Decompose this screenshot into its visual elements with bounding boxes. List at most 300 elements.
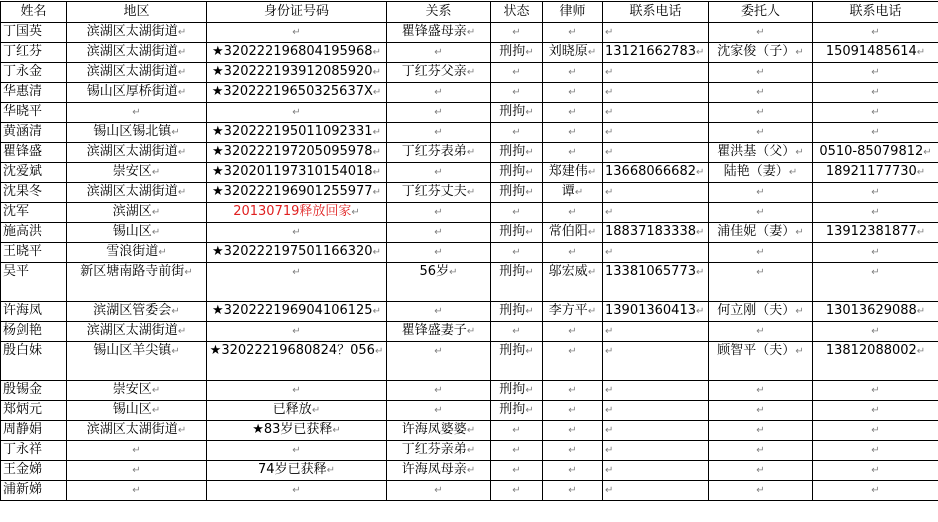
cell-region bbox=[67, 322, 207, 342]
paragraph-mark: ↵ bbox=[568, 67, 576, 78]
paragraph-mark: ↵ bbox=[568, 385, 576, 396]
paragraph-mark: ↵ bbox=[525, 167, 533, 178]
cell-relation bbox=[387, 322, 491, 342]
paragraph-mark: ↵ bbox=[525, 385, 533, 396]
paragraph-mark: ↵ bbox=[588, 267, 596, 278]
cell-lawyer bbox=[543, 481, 603, 501]
cell-client bbox=[709, 83, 813, 103]
cell-text: 刑拘 bbox=[499, 144, 525, 159]
paragraph-mark: ↵ bbox=[588, 167, 596, 178]
paragraph-mark: ↵ bbox=[525, 227, 533, 238]
paragraph-mark: ↵ bbox=[756, 67, 764, 78]
cell-text: 瞿锋盛妻子 bbox=[402, 323, 467, 338]
cell-lawyer bbox=[543, 203, 603, 223]
paragraph-mark: ↵ bbox=[512, 27, 520, 38]
paragraph-mark: ↵ bbox=[568, 247, 576, 258]
cell-id-number bbox=[207, 223, 387, 243]
cell-text: 锡山区羊尖镇 bbox=[93, 343, 171, 358]
cell-lawyer-phone bbox=[603, 243, 709, 263]
table-row bbox=[1, 302, 938, 322]
cell-text: ★320222195011092331 bbox=[212, 124, 373, 139]
cell-text: 锡山区锡北镇 bbox=[93, 124, 171, 139]
paragraph-mark: ↵ bbox=[696, 227, 704, 238]
cell-relation bbox=[387, 243, 491, 263]
cell-name bbox=[1, 243, 67, 263]
cell-id-number bbox=[207, 461, 387, 481]
paragraph-mark: ↵ bbox=[449, 267, 457, 278]
paragraph-mark: ↵ bbox=[871, 127, 879, 138]
paragraph-mark: ↵ bbox=[756, 425, 764, 436]
cell-text: 殷锡金 bbox=[3, 382, 42, 397]
paragraph-mark: ↵ bbox=[568, 27, 576, 38]
paragraph-mark: ↵ bbox=[178, 425, 186, 436]
paragraph-mark: ↵ bbox=[568, 485, 576, 496]
paragraph-mark: ↵ bbox=[795, 346, 803, 357]
cell-text: 13381065773 bbox=[605, 264, 696, 279]
cell-lawyer bbox=[543, 401, 603, 421]
cell-client-phone bbox=[813, 83, 938, 103]
cell-client-phone bbox=[813, 481, 938, 501]
cell-status bbox=[491, 322, 543, 342]
paragraph-mark: ↵ bbox=[312, 405, 320, 416]
paragraph-mark: ↵ bbox=[512, 87, 520, 98]
cell-status bbox=[491, 342, 543, 381]
paragraph-mark: ↵ bbox=[434, 207, 442, 218]
cell-id-number bbox=[207, 203, 387, 223]
cell-client-phone bbox=[813, 223, 938, 243]
cell-lawyer bbox=[543, 342, 603, 381]
cell-text: 丁红芬父亲 bbox=[402, 64, 467, 79]
paragraph-mark: ↵ bbox=[756, 87, 764, 98]
cell-status bbox=[491, 481, 543, 501]
cell-lawyer-phone bbox=[603, 103, 709, 123]
paragraph-mark: ↵ bbox=[525, 306, 533, 317]
paragraph-mark: ↵ bbox=[434, 167, 442, 178]
cell-status bbox=[491, 43, 543, 63]
paragraph-mark: ↵ bbox=[152, 385, 160, 396]
table-row bbox=[1, 123, 938, 143]
header-lawyer-phone: 联系电话 bbox=[603, 2, 709, 23]
paragraph-mark: ↵ bbox=[525, 47, 533, 58]
paragraph-mark: ↵ bbox=[917, 47, 925, 58]
cell-text: 顾智平（夫） bbox=[717, 343, 795, 358]
cell-lawyer-phone bbox=[603, 401, 709, 421]
cell-lawyer-phone bbox=[603, 83, 709, 103]
cell-id-number bbox=[207, 103, 387, 123]
paragraph-mark: ↵ bbox=[605, 147, 613, 158]
paragraph-mark: ↵ bbox=[525, 147, 533, 158]
paragraph-mark: ↵ bbox=[171, 127, 179, 138]
cell-text: 陆艳（妻） bbox=[724, 164, 789, 179]
cell-relation bbox=[387, 441, 491, 461]
paragraph-mark: ↵ bbox=[434, 485, 442, 496]
paragraph-mark: ↵ bbox=[568, 107, 576, 118]
paragraph-mark: ↵ bbox=[152, 405, 160, 416]
paragraph-mark: ↵ bbox=[605, 67, 613, 78]
paragraph-mark: ↵ bbox=[178, 187, 186, 198]
cell-region bbox=[67, 381, 207, 401]
cell-client-phone bbox=[813, 322, 938, 342]
cell-text: 刑拘 bbox=[499, 104, 525, 119]
paragraph-mark: ↵ bbox=[467, 465, 475, 476]
cell-text: ★83岁已获释 bbox=[252, 422, 332, 437]
paragraph-mark: ↵ bbox=[525, 187, 533, 198]
cell-region bbox=[67, 123, 207, 143]
cell-name bbox=[1, 223, 67, 243]
cell-id-number bbox=[207, 401, 387, 421]
cell-text: ★320222193912085920 bbox=[212, 64, 373, 79]
paragraph-mark: ↵ bbox=[467, 445, 475, 456]
paragraph-mark: ↵ bbox=[605, 247, 613, 258]
paragraph-mark: ↵ bbox=[292, 445, 300, 456]
cell-client-phone bbox=[813, 163, 938, 183]
cell-region bbox=[67, 43, 207, 63]
cell-text: 刑拘 bbox=[499, 343, 525, 358]
paragraph-mark: ↵ bbox=[605, 326, 613, 337]
cell-client-phone bbox=[813, 421, 938, 441]
paragraph-mark: ↵ bbox=[756, 445, 764, 456]
cell-text: 浦佳妮（妻） bbox=[717, 224, 795, 239]
paragraph-mark: ↵ bbox=[152, 167, 160, 178]
cell-text: 滨湖区太湖街道 bbox=[87, 323, 178, 338]
cell-text: 沈家俊（子） bbox=[717, 44, 795, 59]
cell-text: 黄涵清 bbox=[3, 124, 42, 139]
cell-text: 郑建伟 bbox=[549, 164, 588, 179]
cell-client-phone bbox=[813, 63, 938, 83]
cell-text: 崇安区 bbox=[113, 164, 152, 179]
paragraph-mark: ↵ bbox=[795, 227, 803, 238]
cell-relation bbox=[387, 43, 491, 63]
cell-lawyer bbox=[543, 183, 603, 203]
cell-text: 浦新娣 bbox=[3, 482, 42, 497]
paragraph-mark: ↵ bbox=[871, 107, 879, 118]
cell-client bbox=[709, 243, 813, 263]
cell-client bbox=[709, 103, 813, 123]
paragraph-mark: ↵ bbox=[132, 485, 140, 496]
cell-text: 刑拘 bbox=[499, 44, 525, 59]
cell-name bbox=[1, 441, 67, 461]
paragraph-mark: ↵ bbox=[292, 385, 300, 396]
paragraph-mark: ↵ bbox=[605, 127, 613, 138]
paragraph-mark: ↵ bbox=[467, 67, 475, 78]
cell-lawyer-phone bbox=[603, 302, 709, 322]
cell-text: 13812088002 bbox=[826, 343, 917, 358]
cell-name bbox=[1, 401, 67, 421]
cell-text: 丁国英 bbox=[3, 24, 42, 39]
cell-id-number bbox=[207, 183, 387, 203]
paragraph-mark: ↵ bbox=[871, 207, 879, 218]
cell-text: 滨湖区太湖街道 bbox=[87, 44, 178, 59]
paragraph-mark: ↵ bbox=[373, 187, 381, 198]
cell-relation bbox=[387, 461, 491, 481]
paragraph-mark: ↵ bbox=[795, 147, 803, 158]
roster-table bbox=[0, 1, 938, 501]
cell-name bbox=[1, 381, 67, 401]
paragraph-mark: ↵ bbox=[871, 405, 879, 416]
cell-text: 周静娟 bbox=[3, 422, 42, 437]
cell-lawyer bbox=[543, 223, 603, 243]
paragraph-mark: ↵ bbox=[568, 147, 576, 158]
cell-relation bbox=[387, 481, 491, 501]
paragraph-mark: ↵ bbox=[184, 267, 192, 278]
cell-lawyer-phone bbox=[603, 263, 709, 302]
cell-client bbox=[709, 183, 813, 203]
paragraph-mark: ↵ bbox=[178, 147, 186, 158]
cell-client-phone bbox=[813, 243, 938, 263]
cell-status bbox=[491, 103, 543, 123]
paragraph-mark: ↵ bbox=[467, 27, 475, 38]
cell-name bbox=[1, 203, 67, 223]
cell-status bbox=[491, 421, 543, 441]
cell-client-phone bbox=[813, 381, 938, 401]
cell-text: ★320222196804195968 bbox=[212, 44, 373, 59]
cell-status bbox=[491, 183, 543, 203]
cell-text: 瞿锋盛母亲 bbox=[402, 24, 467, 39]
table-row bbox=[1, 103, 938, 123]
cell-text: 丁红芬丈夫 bbox=[402, 184, 467, 199]
cell-client bbox=[709, 302, 813, 322]
paragraph-mark: ↵ bbox=[292, 227, 300, 238]
paragraph-mark: ↵ bbox=[178, 67, 186, 78]
cell-status bbox=[491, 143, 543, 163]
paragraph-mark: ↵ bbox=[871, 247, 879, 258]
cell-region bbox=[67, 83, 207, 103]
cell-client-phone bbox=[813, 203, 938, 223]
cell-text: ★320222197205095978 bbox=[212, 144, 373, 159]
cell-client bbox=[709, 481, 813, 501]
paragraph-mark: ↵ bbox=[373, 306, 381, 317]
cell-relation bbox=[387, 421, 491, 441]
paragraph-mark: ↵ bbox=[434, 306, 442, 317]
table-row bbox=[1, 203, 938, 223]
paragraph-mark: ↵ bbox=[132, 107, 140, 118]
cell-text: 丁永祥 bbox=[3, 442, 42, 457]
paragraph-mark: ↵ bbox=[756, 207, 764, 218]
cell-name bbox=[1, 421, 67, 441]
paragraph-mark: ↵ bbox=[512, 247, 520, 258]
paragraph-mark: ↵ bbox=[512, 425, 520, 436]
paragraph-mark: ↵ bbox=[568, 127, 576, 138]
cell-text: 刑拘 bbox=[499, 164, 525, 179]
cell-name bbox=[1, 322, 67, 342]
paragraph-mark: ↵ bbox=[434, 385, 442, 396]
cell-text: ★32022219680824？056 bbox=[210, 343, 375, 358]
cell-client-phone bbox=[813, 183, 938, 203]
table-row bbox=[1, 23, 938, 43]
cell-lawyer bbox=[543, 322, 603, 342]
cell-name bbox=[1, 143, 67, 163]
paragraph-mark: ↵ bbox=[467, 187, 475, 198]
cell-text: 沈军 bbox=[3, 204, 29, 219]
cell-text: 许海凤母亲 bbox=[402, 462, 467, 477]
paragraph-mark: ↵ bbox=[871, 385, 879, 396]
cell-text: 锡山区 bbox=[113, 402, 152, 417]
cell-name bbox=[1, 83, 67, 103]
cell-status bbox=[491, 461, 543, 481]
cell-relation bbox=[387, 203, 491, 223]
paragraph-mark: ↵ bbox=[605, 445, 613, 456]
cell-text: 刑拘 bbox=[499, 184, 525, 199]
cell-client-phone bbox=[813, 342, 938, 381]
paragraph-mark: ↵ bbox=[756, 187, 764, 198]
cell-lawyer-phone bbox=[603, 322, 709, 342]
paragraph-mark: ↵ bbox=[917, 167, 925, 178]
paragraph-mark: ↵ bbox=[171, 346, 179, 357]
paragraph-mark: ↵ bbox=[375, 346, 383, 357]
cell-text: 瞿洪基（父） bbox=[717, 144, 795, 159]
cell-lawyer bbox=[543, 23, 603, 43]
cell-text: 13013629088 bbox=[826, 303, 917, 318]
cell-lawyer-phone bbox=[603, 421, 709, 441]
cell-text: 吴平 bbox=[3, 264, 29, 279]
paragraph-mark: ↵ bbox=[525, 405, 533, 416]
cell-text: 刑拘 bbox=[499, 303, 525, 318]
cell-text: 13901360413 bbox=[605, 303, 696, 318]
paragraph-mark: ↵ bbox=[512, 207, 520, 218]
cell-id-number bbox=[207, 421, 387, 441]
table-row bbox=[1, 381, 938, 401]
cell-status bbox=[491, 302, 543, 322]
cell-client bbox=[709, 123, 813, 143]
paragraph-mark: ↵ bbox=[373, 167, 381, 178]
cell-lawyer bbox=[543, 103, 603, 123]
paragraph-mark: ↵ bbox=[178, 47, 186, 58]
cell-name bbox=[1, 103, 67, 123]
cell-relation bbox=[387, 143, 491, 163]
cell-relation bbox=[387, 342, 491, 381]
paragraph-mark: ↵ bbox=[568, 346, 576, 357]
cell-text: 18837183338 bbox=[605, 224, 696, 239]
cell-region bbox=[67, 243, 207, 263]
paragraph-mark: ↵ bbox=[756, 405, 764, 416]
cell-name bbox=[1, 183, 67, 203]
cell-relation bbox=[387, 63, 491, 83]
cell-client-phone bbox=[813, 123, 938, 143]
paragraph-mark: ↵ bbox=[696, 47, 704, 58]
paragraph-mark: ↵ bbox=[923, 147, 931, 158]
cell-lawyer bbox=[543, 83, 603, 103]
cell-region bbox=[67, 461, 207, 481]
paragraph-mark: ↵ bbox=[568, 425, 576, 436]
paragraph-mark: ↵ bbox=[467, 147, 475, 158]
cell-id-number bbox=[207, 243, 387, 263]
cell-text: 华惠清 bbox=[3, 84, 42, 99]
cell-region bbox=[67, 63, 207, 83]
cell-lawyer-phone bbox=[603, 63, 709, 83]
cell-client-phone bbox=[813, 103, 938, 123]
cell-status bbox=[491, 163, 543, 183]
paragraph-mark: ↵ bbox=[132, 465, 140, 476]
cell-client bbox=[709, 163, 813, 183]
paragraph-mark: ↵ bbox=[568, 465, 576, 476]
cell-text: 丁红芬亲弟 bbox=[402, 442, 467, 457]
cell-id-number bbox=[207, 23, 387, 43]
paragraph-mark: ↵ bbox=[434, 247, 442, 258]
cell-id-number bbox=[207, 43, 387, 63]
cell-lawyer-phone bbox=[603, 43, 709, 63]
cell-client-phone bbox=[813, 302, 938, 322]
paragraph-mark: ↵ bbox=[756, 107, 764, 118]
paragraph-mark: ↵ bbox=[605, 405, 613, 416]
cell-name bbox=[1, 123, 67, 143]
cell-region bbox=[67, 342, 207, 381]
cell-name bbox=[1, 23, 67, 43]
cell-text: ★320222197501166320 bbox=[212, 244, 373, 259]
cell-text: 新区塘南路寺前街 bbox=[80, 264, 184, 279]
cell-text: 13668066682 bbox=[605, 164, 696, 179]
cell-text: 刑拘 bbox=[499, 382, 525, 397]
paragraph-mark: ↵ bbox=[434, 346, 442, 357]
paragraph-mark: ↵ bbox=[512, 445, 520, 456]
paragraph-mark: ↵ bbox=[795, 306, 803, 317]
table-row bbox=[1, 243, 938, 263]
cell-name bbox=[1, 461, 67, 481]
cell-lawyer-phone bbox=[603, 203, 709, 223]
header-name: 姓名 bbox=[1, 2, 67, 23]
cell-relation bbox=[387, 401, 491, 421]
table-row bbox=[1, 441, 938, 461]
cell-text: 殷白妹 bbox=[3, 343, 42, 358]
paragraph-mark: ↵ bbox=[588, 47, 596, 58]
cell-text: 李方平 bbox=[549, 303, 588, 318]
cell-text: 许海凤 bbox=[3, 303, 42, 318]
cell-text: 滨湖区 bbox=[113, 204, 152, 219]
cell-status bbox=[491, 263, 543, 302]
paragraph-mark: ↵ bbox=[373, 47, 381, 58]
cell-text: 已释放 bbox=[273, 402, 312, 417]
cell-text: 丁永金 bbox=[3, 64, 42, 79]
paragraph-mark: ↵ bbox=[917, 227, 925, 238]
table-row bbox=[1, 461, 938, 481]
paragraph-mark: ↵ bbox=[756, 247, 764, 258]
paragraph-mark: ↵ bbox=[605, 87, 613, 98]
cell-id-number bbox=[207, 481, 387, 501]
paragraph-mark: ↵ bbox=[512, 127, 520, 138]
cell-client-phone bbox=[813, 401, 938, 421]
table-row bbox=[1, 342, 938, 381]
cell-text: 沈爱斌 bbox=[3, 164, 42, 179]
paragraph-mark: ↵ bbox=[789, 167, 797, 178]
cell-region bbox=[67, 481, 207, 501]
cell-text: 华晓平 bbox=[3, 104, 42, 119]
paragraph-mark: ↵ bbox=[512, 67, 520, 78]
paragraph-mark: ↵ bbox=[871, 267, 879, 278]
paragraph-mark: ↵ bbox=[917, 346, 925, 357]
paragraph-mark: ↵ bbox=[871, 187, 879, 198]
cell-text: 雪浪街道 bbox=[106, 244, 158, 259]
paragraph-mark: ↵ bbox=[871, 425, 879, 436]
cell-text: 杨剑艳 bbox=[3, 323, 42, 338]
cell-status bbox=[491, 223, 543, 243]
cell-text: ★320201197310154018 bbox=[212, 164, 373, 179]
cell-id-number bbox=[207, 143, 387, 163]
cell-client bbox=[709, 223, 813, 243]
paragraph-mark: ↵ bbox=[327, 465, 335, 476]
cell-text: 滨湖区管委会 bbox=[93, 303, 171, 318]
cell-client bbox=[709, 203, 813, 223]
paragraph-mark: ↵ bbox=[871, 326, 879, 337]
cell-region bbox=[67, 263, 207, 302]
cell-text: 刑拘 bbox=[499, 402, 525, 417]
paragraph-mark: ↵ bbox=[292, 267, 300, 278]
cell-client bbox=[709, 441, 813, 461]
paragraph-mark: ↵ bbox=[434, 127, 442, 138]
cell-name bbox=[1, 43, 67, 63]
paragraph-mark: ↵ bbox=[434, 47, 442, 58]
cell-status bbox=[491, 441, 543, 461]
paragraph-mark: ↵ bbox=[605, 207, 613, 218]
cell-text: 郑炳元 bbox=[3, 402, 42, 417]
